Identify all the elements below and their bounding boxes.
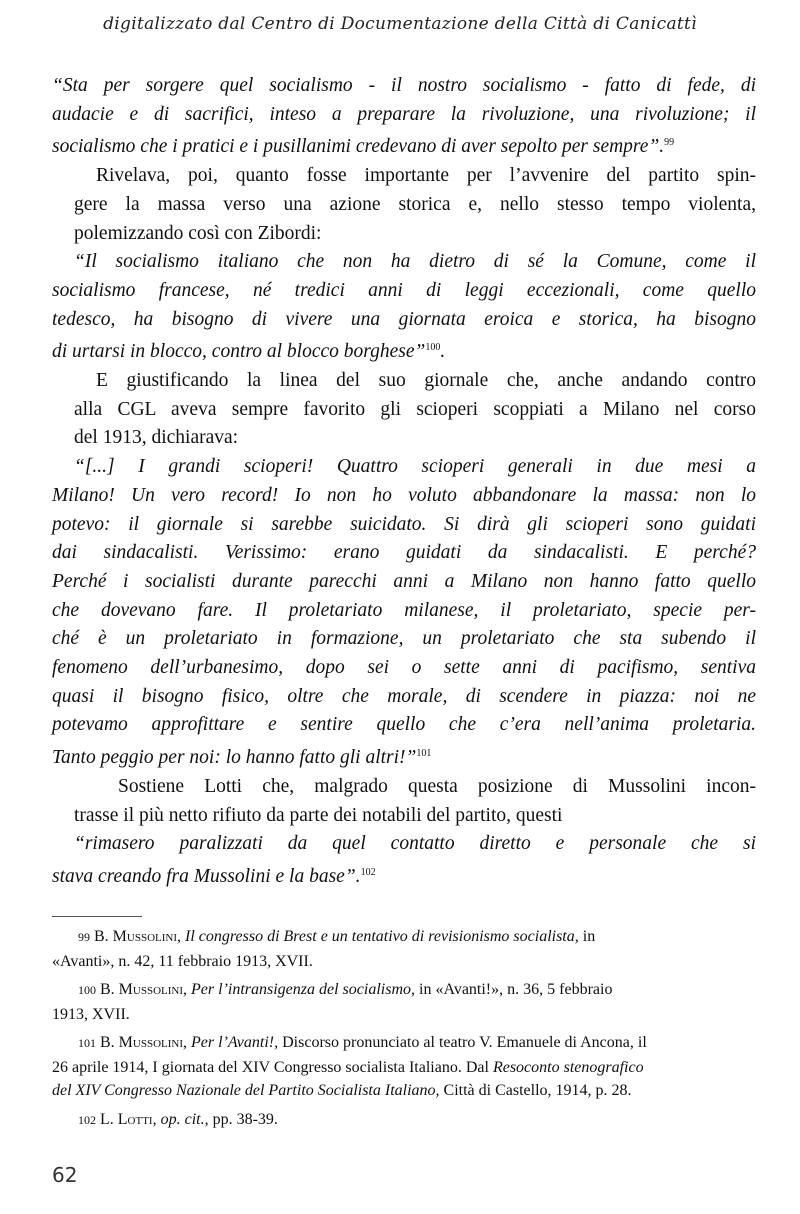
footnote-ref[interactable]: 102 [360,866,376,878]
footnote-ref[interactable]: 100 [425,342,441,354]
footnote-101-cont2: del XIV Congresso Nazionale del Partito Socialista Italiano, Città di Castello, 1914, p. 28. [52,1082,632,1099]
text-line: “Sta per sorgere quel socialismo - il nostro socialismo - fatto di fede, di [52,75,756,96]
quote-scioperi [52,453,756,773]
page-number: 62 [52,1163,78,1187]
text-line: alla CGL aveva sempre favorito gli scioperi scoppiati a Milano nel corso [74,398,756,420]
text-line: audacie e di sacrifici, inteso a preparare la rivoluzione, una rivoluzione; il [52,103,756,125]
footnote-102: 102 L. Lotti, op. cit., pp. 38-39. [78,1110,278,1128]
text-line: tedesco, ha bisogno di vivere una giornata eroica e storica, ha bisogno [52,308,756,330]
footnote-99: 99 B. Mussolini, Il congresso di Brest e un tentativo di revisionismo socialista, in [78,928,596,945]
footnote-100-cont: 1913, XVII. [52,1005,130,1023]
quote-lotti [52,830,756,891]
text-line: che dovevano fare. Il proletariato milanese, il proletariato, specie per- [52,599,756,621]
text-line: dai sindacalisti. Verissimo: erano guidati da sindacalisti. E perché? [52,542,756,564]
paragraph-rivelava [52,162,756,248]
text-line: gere la massa verso una azione storica e, nello stesso tempo violenta, [74,193,756,215]
text-line: socialismo francese, né tredici anni di leggi eccezionali, come quello [52,279,756,301]
text-line: Sostiene Lotti che, malgrado questa posizione di Mussolini incon- [118,775,756,797]
text-line: “[...] I grandi scioperi! Quattro scioperi generali in due mesi a [74,456,756,478]
text-line: di urtarsi in blocco, contro al blocco borghese”$^{100}$. [52,341,446,363]
paragraph-giustificando [52,367,756,453]
text-line: “rimasero paralizzati da quel contatto diretto e personale che si [74,833,756,855]
paragraph-lotti [52,773,756,830]
digitization-watermark: digitalizzato dal Centro di Documentazione della Città di Canicattì [103,14,697,34]
text-line: del 1913, dichiarava: [74,427,239,449]
footnote-ref[interactable]: 99 [664,137,675,149]
text-line: potevamo approfittare e sentire quello che c’era nell’anima proletaria. [52,714,756,736]
text-line: ché è un proletariato in formazione, un proletariato che sta subendo il [52,628,756,650]
footnote-ref[interactable]: 101 [416,748,432,760]
footnote-99-cont: «Avanti», n. 42, 11 febbraio 1913, XVII. [52,952,313,970]
text-line: stava creando fra Mussolini e la base”.$^{102}$ [52,865,376,887]
text-line: Tanto peggio per noi: lo hanno fatto gli altri!”$^{101}$ [52,747,432,769]
text-line: socialismo che i pratici e i pusillanimi credevano di aver sepolto per sempre”.$^{99}$ [52,136,675,158]
text-line: quasi il bisogno fisico, oltre che morale, di scendere in piazza: noi ne [52,685,756,707]
text-line: potevo: il giornale si sarebbe suicidato. Si dirà gli scioperi sono guidati [52,513,756,535]
text-line: Milano! Un vero record! Io non ho voluto abbandonare la massa: non lo [52,484,756,506]
text-line: Perché i socialisti durante parecchi anni a Milano non hanno fatto quello [52,570,756,592]
footnote-100: 100 B. Mussolini, Per l’intransigenza del socialismo, in «Avanti!», n. 36, 5 febbraio [78,981,613,998]
footnotes [52,925,756,1132]
text-line: Rivelava, poi, quanto fosse importante per l’avvenire del partito spin- [96,165,756,187]
footnote-separator [52,916,142,917]
text-line: fenomeno dell’urbanesimo, dopo sei o sette anni di pacifismo, sentiva [52,657,756,679]
text-line: “Il socialismo italiano che non ha dietro di sé la Comune, come il [74,251,756,273]
text-line: polemizzando così con Zibordi: [74,222,322,244]
text-line: E giustificando la linea del suo giornale che, anche andando contro [96,370,756,392]
footnote-101: 101 B. Mussolini, Per l’Avanti!, Discorso pronunciato al teatro V. Emanuele di Ancona, il [78,1034,647,1051]
text-line: trasse il più netto rifiuto da parte dei notabili del partito, questi [74,804,563,826]
quote-zibordi [52,248,756,367]
quote-socialismo [52,72,756,162]
footnote-101-cont: 26 aprile 1914, I giornata del XIV Congresso socialista Italiano. Dal Resoconto stenografico [52,1058,644,1076]
page-body [52,72,756,892]
